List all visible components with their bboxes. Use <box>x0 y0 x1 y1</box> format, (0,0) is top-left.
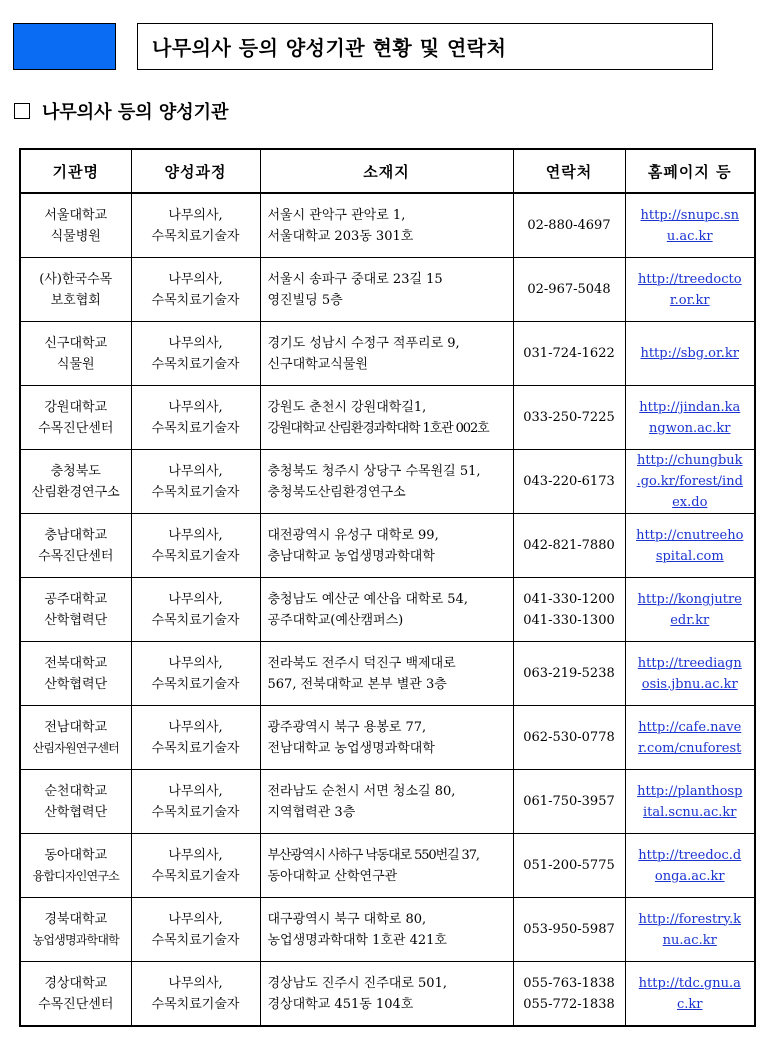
course-cell <box>131 450 260 514</box>
address-cell-line: 영진빌딩 5층 <box>267 292 343 308</box>
institution-name-cell-line: 순천대학교 <box>44 783 108 799</box>
course-cell-line: 수목치료기술자 <box>151 548 240 564</box>
homepage-link[interactable] <box>625 706 755 770</box>
phone-cell <box>513 642 625 706</box>
phone-cell-line: 062-530-0778 <box>523 730 615 745</box>
institution-name-cell-line: 산림환경연구소 <box>31 484 120 500</box>
phone-cell <box>513 962 625 1027</box>
course-cell-line: 수목치료기술자 <box>151 228 240 244</box>
homepage-link[interactable] <box>625 962 755 1027</box>
institution-name-cell-line: 강원대학교 <box>44 399 108 415</box>
address-cell-line: 신구대학교식물원 <box>267 356 368 372</box>
institution-name-cell <box>20 770 131 834</box>
homepage-link-line[interactable]: http://jindan.ka <box>639 399 741 415</box>
homepage-link-line[interactable]: ital.scnu.ac.kr <box>642 804 737 820</box>
course-cell-line: 나무의사, <box>168 847 223 863</box>
homepage-link-line[interactable]: osis.jbnu.ac.kr <box>641 676 738 692</box>
institution-name-cell <box>20 578 131 642</box>
course-cell-line: 나무의사, <box>168 399 223 415</box>
institution-name-cell-line: 농업생명과학대학 <box>32 932 119 947</box>
course-cell-line: 나무의사, <box>168 335 223 351</box>
institution-name-cell-line: 수목진단센터 <box>38 548 114 564</box>
table-row <box>20 962 755 1027</box>
course-cell-line: 나무의사, <box>168 655 223 671</box>
address-cell-line: 강원도 춘천시 강원대학길1, <box>267 399 427 415</box>
address-cell-line: 전남대학교 농업생명과학대학 <box>267 740 435 756</box>
address-cell <box>260 193 513 258</box>
course-cell <box>131 578 260 642</box>
course-cell-line: 나무의사, <box>168 911 223 927</box>
phone-cell <box>513 578 625 642</box>
phone-cell-line: 061-750-3957 <box>523 794 615 809</box>
course-cell <box>131 898 260 962</box>
course-cell-line: 나무의사, <box>168 271 223 287</box>
address-cell <box>260 642 513 706</box>
address-cell-line: 공주대학교(예산캠퍼스) <box>267 612 404 628</box>
homepage-link-line[interactable]: http://treedocto <box>637 271 742 287</box>
table-row <box>20 450 755 514</box>
page-title: 나무의사 등의 양성기관 현황 및 연락처 <box>137 23 713 70</box>
address-cell <box>260 898 513 962</box>
institution-name-cell-line: 산림자원연구센터 <box>32 740 119 755</box>
table-row <box>20 322 755 386</box>
course-cell <box>131 193 260 258</box>
course-cell-line: 수목치료기술자 <box>151 868 240 884</box>
homepage-link-line[interactable]: .go.kr/forest/ind <box>636 474 743 489</box>
homepage-link-line[interactable]: spital.com <box>655 548 724 564</box>
phone-cell <box>513 898 625 962</box>
institution-name-cell-line: 동아대학교 <box>44 847 108 863</box>
phone-cell <box>513 386 625 450</box>
homepage-link-line[interactable]: onga.ac.kr <box>654 868 725 884</box>
table-row <box>20 578 755 642</box>
column-header: 기관명 <box>20 149 131 193</box>
address-cell-line: 지역협력관 3층 <box>267 804 356 820</box>
phone-cell-line: 02-967-5048 <box>527 282 611 297</box>
institution-name-cell <box>20 642 131 706</box>
course-cell-line: 수목치료기술자 <box>151 292 240 308</box>
address-cell-line: 충청남도 예산군 예산읍 대학로 54, <box>267 591 468 607</box>
address-cell-line: 경기도 성남시 수정구 적푸리로 9, <box>267 335 460 351</box>
address-cell-line: 서울시 관악구 관악로 1, <box>267 207 406 223</box>
homepage-link[interactable] <box>625 258 755 322</box>
address-cell-line: 충청북도 청주시 상당구 수목원길 51, <box>267 463 481 479</box>
address-cell-line: 충청북도산림환경연구소 <box>267 484 406 500</box>
address-cell-line: 경상대학교 451동 104호 <box>267 996 414 1012</box>
institution-name-cell-line: (사)한국수목 <box>39 271 113 287</box>
table-row <box>20 514 755 578</box>
phone-cell-line: 042-821-7880 <box>523 538 615 553</box>
course-cell-line: 수목치료기술자 <box>151 932 240 948</box>
institution-name-cell <box>20 450 131 514</box>
course-cell <box>131 706 260 770</box>
institution-name-cell-line: 식물원 <box>56 356 95 372</box>
phone-cell <box>513 770 625 834</box>
address-cell-line: 동아대학교 산학연구관 <box>267 868 398 884</box>
homepage-link-line[interactable]: edr.kr <box>670 612 710 628</box>
institution-name-cell <box>20 193 131 258</box>
homepage-link-line[interactable]: http://snupc.sn <box>640 207 739 223</box>
phone-cell-line: 055-772-1838 <box>523 996 615 1012</box>
course-cell-line: 나무의사, <box>168 207 223 223</box>
institution-name-cell-line: 수목진단센터 <box>38 420 114 436</box>
homepage-link-line[interactable]: c.kr <box>676 996 703 1012</box>
address-cell <box>260 706 513 770</box>
column-header: 홈페이지 등 <box>625 149 755 193</box>
phone-cell-line: 02-880-4697 <box>527 218 611 233</box>
address-cell-line: 경상남도 진주시 진주대로 501, <box>267 975 447 991</box>
table-header-row <box>20 149 755 193</box>
table-row <box>20 706 755 770</box>
homepage-link-line[interactable]: r.com/cnuforest <box>638 740 742 756</box>
homepage-link-line[interactable]: http://chungbuk <box>636 453 743 468</box>
homepage-link-line[interactable]: http://cnutreeho <box>636 527 744 543</box>
address-cell-line: 농업생명과학대학 1호관 421호 <box>267 932 447 948</box>
course-cell-line: 수목치료기술자 <box>151 996 240 1012</box>
course-cell <box>131 962 260 1027</box>
table-row <box>20 386 755 450</box>
homepage-link[interactable] <box>625 898 755 962</box>
address-cell <box>260 578 513 642</box>
course-cell-line: 나무의사, <box>168 463 223 479</box>
institution-name-cell-line: 보호협회 <box>50 292 101 308</box>
section-title: 나무의사 등의 양성기관 <box>42 102 229 123</box>
address-cell <box>260 962 513 1027</box>
institution-name-cell-line: 경상대학교 <box>44 975 108 991</box>
address-cell-line: 567, 전북대학교 본부 별관 3층 <box>267 676 447 692</box>
accent-block <box>13 23 116 70</box>
address-cell <box>260 386 513 450</box>
homepage-link[interactable] <box>625 642 755 706</box>
address-cell <box>260 834 513 898</box>
phone-cell <box>513 706 625 770</box>
institution-name-cell-line: 산학협력단 <box>44 612 108 628</box>
homepage-link[interactable] <box>625 834 755 898</box>
course-cell-line: 나무의사, <box>168 591 223 607</box>
institution-name-cell-line: 전북대학교 <box>44 655 108 671</box>
institution-table <box>19 148 756 1027</box>
course-cell <box>131 386 260 450</box>
homepage-link-line[interactable]: nu.ac.kr <box>662 932 717 948</box>
phone-cell-line: 041-330-1300 <box>523 612 615 628</box>
course-cell-line: 수목치료기술자 <box>151 804 240 820</box>
institution-name-cell <box>20 898 131 962</box>
institution-name-cell-line: 서울대학교 <box>44 207 108 223</box>
section-heading <box>14 98 228 124</box>
table-row <box>20 642 755 706</box>
homepage-link[interactable] <box>625 770 755 834</box>
phone-cell-line: 051-200-5775 <box>523 858 615 873</box>
table-row <box>20 898 755 962</box>
institution-name-cell <box>20 834 131 898</box>
homepage-link[interactable] <box>625 193 755 258</box>
course-cell-line: 수목치료기술자 <box>151 420 240 436</box>
homepage-link[interactable] <box>625 322 755 386</box>
course-cell-line: 나무의사, <box>168 975 223 991</box>
course-cell-line: 수목치료기술자 <box>151 676 240 692</box>
column-header: 양성과정 <box>131 149 260 193</box>
institution-name-cell-line: 수목진단센터 <box>38 996 114 1012</box>
phone-cell <box>513 322 625 386</box>
table-row <box>20 770 755 834</box>
course-cell <box>131 770 260 834</box>
address-cell-line: 강원대학교 산림환경과학대학 1호관 002호 <box>267 420 489 436</box>
column-header: 연락처 <box>513 149 625 193</box>
homepage-link-line[interactable]: http://planthosp <box>637 783 743 799</box>
institution-name-cell <box>20 514 131 578</box>
phone-cell <box>513 834 625 898</box>
course-cell-line: 수목치료기술자 <box>151 484 240 500</box>
homepage-link-line[interactable]: u.ac.kr <box>666 228 713 244</box>
phone-cell-line: 055-763-1838 <box>523 975 615 991</box>
homepage-link-line[interactable]: r.or.kr <box>669 292 710 308</box>
homepage-link[interactable] <box>625 578 755 642</box>
address-cell-line: 전라북도 전주시 덕진구 백제대로 <box>267 655 456 671</box>
homepage-link-line[interactable]: http://treediagn <box>637 655 742 671</box>
homepage-link-line[interactable]: http://treedoc.d <box>638 847 742 863</box>
institution-name-cell <box>20 322 131 386</box>
homepage-link-line[interactable]: http://cafe.nave <box>638 719 742 735</box>
homepage-link-line[interactable]: ex.do <box>672 495 708 510</box>
phone-cell-line: 053-950-5987 <box>523 922 615 937</box>
table-row <box>20 834 755 898</box>
course-cell-line: 나무의사, <box>168 527 223 543</box>
homepage-link[interactable] <box>625 386 755 450</box>
course-cell <box>131 834 260 898</box>
address-cell <box>260 514 513 578</box>
table-body <box>20 193 755 1026</box>
phone-cell-line: 043-220-6173 <box>523 474 615 489</box>
institution-name-cell-line: 산학협력단 <box>44 804 108 820</box>
course-cell <box>131 258 260 322</box>
institution-name-cell-line: 경북대학교 <box>44 911 108 927</box>
homepage-link-line[interactable]: http://tdc.gnu.a <box>638 975 741 991</box>
address-cell <box>260 258 513 322</box>
institution-name-cell <box>20 386 131 450</box>
homepage-link-line[interactable]: ngwon.ac.kr <box>649 420 731 436</box>
homepage-link-line[interactable]: http://sbg.or.kr <box>640 346 740 361</box>
phone-cell-line: 063-219-5238 <box>523 666 615 681</box>
phone-cell <box>513 258 625 322</box>
institution-name-cell-line: 신구대학교 <box>44 335 108 351</box>
address-cell-line: 충남대학교 농업생명과학대학 <box>267 548 435 564</box>
institution-name-cell-line: 융합디자인연구소 <box>32 868 119 883</box>
course-cell-line: 나무의사, <box>168 783 223 799</box>
address-cell <box>260 770 513 834</box>
institution-name-cell <box>20 706 131 770</box>
course-cell-line: 수목치료기술자 <box>151 356 240 372</box>
course-cell <box>131 642 260 706</box>
address-cell <box>260 450 513 514</box>
institution-name-cell-line: 산학협력단 <box>44 676 108 692</box>
table-row <box>20 258 755 322</box>
phone-cell <box>513 450 625 514</box>
homepage-link-line[interactable]: http://kongjutre <box>637 591 742 607</box>
table-row <box>20 193 755 258</box>
course-cell <box>131 322 260 386</box>
institution-name-cell-line: 식물병원 <box>50 228 101 244</box>
institution-name-cell-line: 충청북도 <box>50 463 101 479</box>
institution-name-cell-line: 공주대학교 <box>44 591 108 607</box>
institution-name-cell <box>20 962 131 1027</box>
address-cell-line: 광주광역시 북구 용봉로 77, <box>267 719 427 735</box>
address-cell-line: 서울시 송파구 중대로 23길 15 <box>267 271 443 287</box>
course-cell-line: 나무의사, <box>168 719 223 735</box>
address-cell-line: 전라남도 순천시 서면 청소길 80, <box>267 783 456 799</box>
institution-name-cell-line: 충남대학교 <box>44 527 108 543</box>
address-cell-line: 서울대학교 203동 301호 <box>267 228 414 244</box>
course-cell <box>131 514 260 578</box>
homepage-link-line[interactable]: http://forestry.k <box>638 911 742 927</box>
address-cell-line: 대전광역시 유성구 대학로 99, <box>267 527 439 543</box>
institution-name-cell-line: 전남대학교 <box>44 719 108 735</box>
address-cell-line: 대구광역시 북구 대학로 80, <box>267 911 427 927</box>
phone-cell-line: 041-330-1200 <box>523 591 615 607</box>
address-cell <box>260 322 513 386</box>
course-cell-line: 수목치료기술자 <box>151 612 240 628</box>
institution-name-cell <box>20 258 131 322</box>
address-cell-line: 부산광역시 사하구 낙동대로 550번길 37, <box>267 847 479 863</box>
phone-cell-line: 031-724-1622 <box>523 346 615 361</box>
checkbox-icon <box>14 103 30 119</box>
course-cell-line: 수목치료기술자 <box>151 740 240 756</box>
phone-cell-line: 033-250-7225 <box>523 410 615 425</box>
phone-cell <box>513 514 625 578</box>
homepage-link[interactable] <box>625 514 755 578</box>
homepage-link[interactable] <box>625 450 755 514</box>
column-header: 소재지 <box>260 149 513 193</box>
phone-cell <box>513 193 625 258</box>
